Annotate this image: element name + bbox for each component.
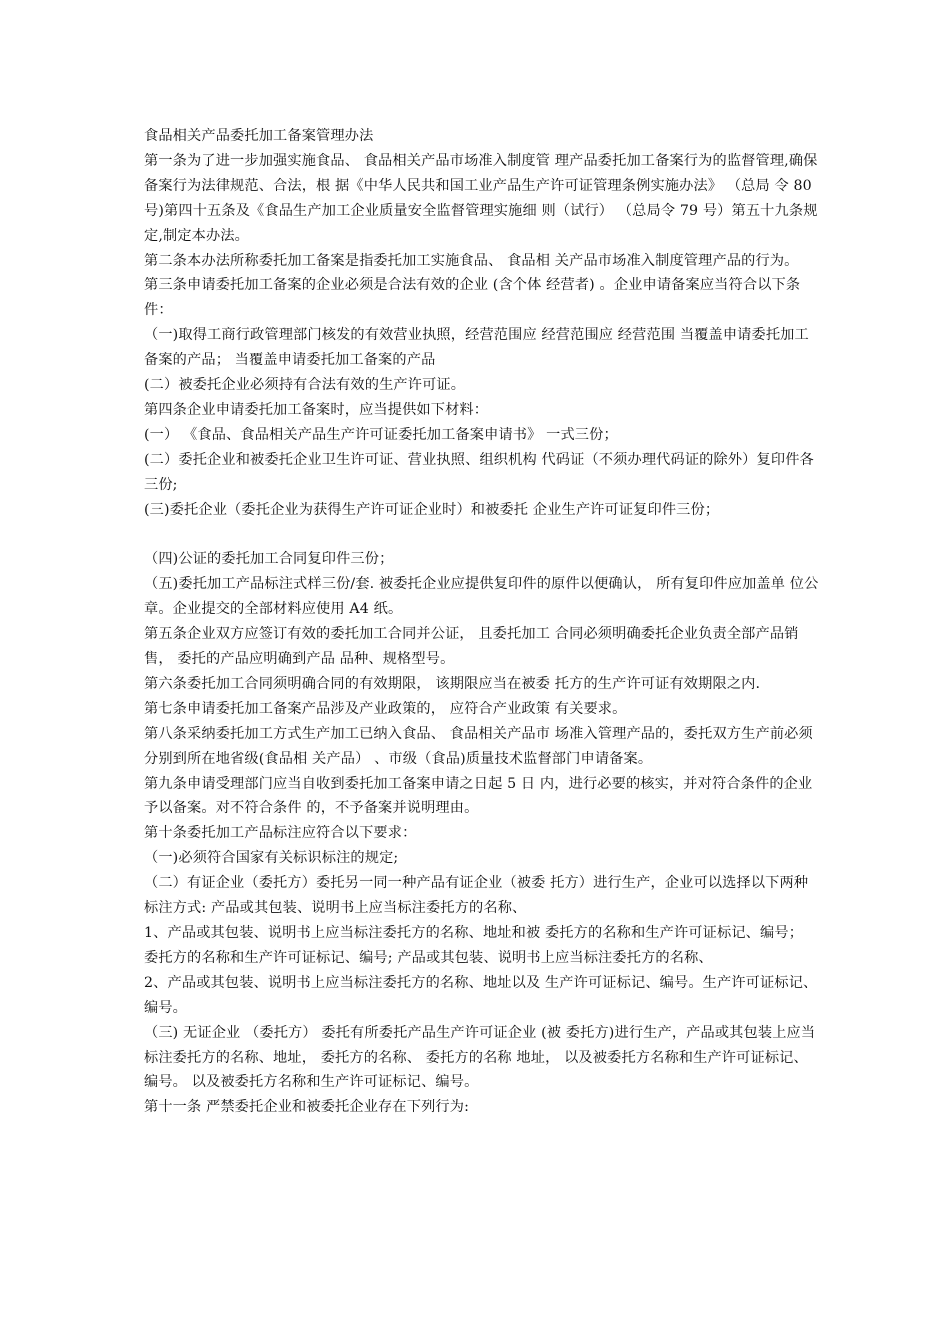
article-10-item-2-option-2: 2、产品或其包装、说明书上应当标注委托方的名称、地址以及 生产许可证标记、编号。生产许可证标记、编号。 [144, 974, 818, 1016]
article-11: 第十一条 严禁委托企业和被委托企业存在下列行为: [144, 1099, 470, 1116]
article-10-item-2: （二）有证企业（委托方）委托另一同一种产品有证企业（被委 托方）进行生产，企业可以选择以下两种标注方式: 产品或其包装、说明书上应当标注委托方的名称、 [144, 875, 809, 917]
article-3-item-1: （一)取得工商行政管理部门核发的有效营业执照，经营范围应 经营范围应 经营范围 当覆盖申请委托加工备案的产品； 当覆盖申请委托加工备案的产品 [144, 327, 809, 369]
article-4-item-2: (二）委托企业和被委托企业卫生许可证、营业执照、组织机构 代码证（不须办理代码证的除外）复印件各三份; [144, 451, 814, 493]
article-10-item-2-option-1: 1、产品或其包装、说明书上应当标注委托方的名称、地址和被 委托方的名称和生产许可证标记、编号； 委托方的名称和生产许可证标记、编号; 产品或其包装、说明书上应当标注委托方的名称、 [144, 924, 804, 966]
article-4-item-5: （五)委托加工产品标注式样三份/套. 被委托企业应提供复印件的原件以便确认， 所有复印件应加盖单 位公章。企业提交的全部材料应使用 A4 纸。 [144, 576, 819, 618]
article-5: 第五条企业双方应签订有效的委托加工合同并公证， 且委托加工 合同必须明确委托企业负责全部产品销售， 委托的产品应明确到产品 品种、规格型号。 [144, 626, 799, 668]
article-4-item-3: (三)委托企业（委托企业为获得生产许可证企业时）和被委托 企业生产许可证复印件三份； [144, 501, 720, 518]
article-10: 第十条委托加工产品标注应符合以下要求： [144, 825, 417, 842]
blank-line [144, 523, 822, 548]
article-3: 第三条申请委托加工备案的企业必须是合法有效的企业 (含个体 经营者) 。企业申请备案应当符合以下条件： [144, 277, 801, 319]
document-title: 食品相关产品委托加工备案管理办法 [144, 128, 374, 144]
article-4-item-1: (一） 《食品、食品相关产品生产许可证委托加工备案申请书》 一式三份； [144, 426, 618, 443]
article-7: 第七条申请委托加工备案产品涉及产业政策的， 应符合产业政策 有关要求。 [144, 700, 627, 717]
article-1: 第一条为了进一步加强实施食品、 食品相关产品市场准入制度管 理产品委托加工备案行为的监督管理,确保备案行为法律规范、合法，根 据《中华人民共和国工业产品生产许可证管理条例实施办法》 （总局 令 80 号)第四十五条及《食品生产加工企业质量安全监督管理实施细 则（试行） （总局令 79 号）第五十九条规定,制定本办法。 [144, 152, 818, 244]
article-4: 第四条企业申请委托加工备案时，应当提供如下材料： [144, 401, 489, 418]
article-9: 第九条申请受理部门应当自收到委托加工备案申请之日起 5 日 内，进行必要的核实，并对符合条件的企业予以备案。对不符合条件 的，不予备案并说明理由。 [144, 775, 813, 817]
article-8: 第八条采纳委托加工方式生产加工已纳入食品、 食品相关产品市 场准入管理产品的，委托双方生产前必须分别到所在地省级(食品相 关产品） 、市级（食品)质量技术监督部门申请备案。 [144, 725, 813, 767]
article-10-item-1: （一)必须符合国家有关标识标注的规定; [144, 850, 399, 867]
article-2: 第二条本办法所称委托加工备案是指委托加工实施食品、 食品相 关产品市场准入制度管理产品的行为。 [144, 252, 799, 269]
article-10-item-3: （三) 无证企业 （委托方） 委托有所委托产品生产许可证企业 (被 委托方)进行生产，产品或其包装上应当标注委托方的名称、地址， 委托方的名称、 委托方的名称 地址， 以及被委托方名称和生产许可证标记、编号。 以及被委托方名称和生产许可证标记、编号。 [144, 1024, 816, 1091]
article-3-item-2: (二）被委托企业必须持有合法有效的生产许可证。 [144, 377, 466, 394]
article-6: 第六条委托加工合同须明确合同的有效期限， 该期限应当在被委 托方的生产许可证有效期限之内. [144, 675, 761, 692]
document-body [144, 124, 822, 1120]
article-4-item-4: （四)公证的委托加工合同复印件三份； [144, 551, 394, 568]
